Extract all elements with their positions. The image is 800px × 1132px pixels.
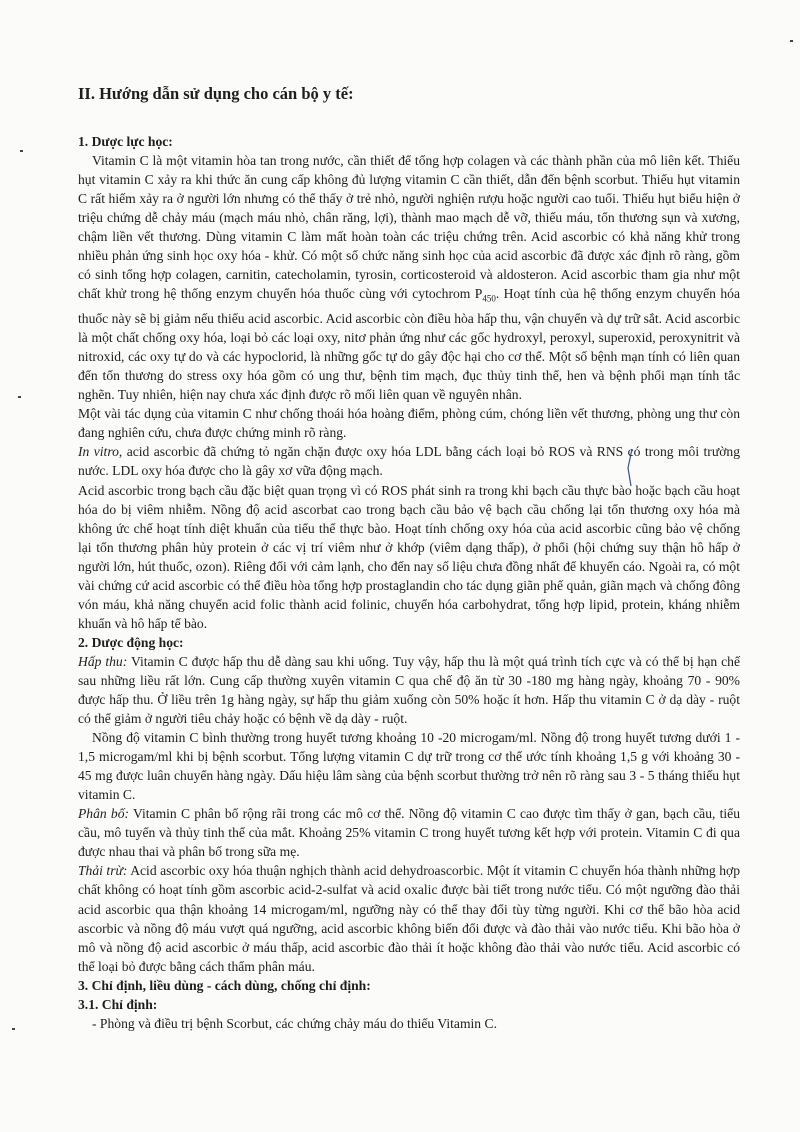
in-vitro-paragraph: In vitro, acid ascorbic đã chứng tỏ ngăn chặn được oxy hóa LDL bằng cách loại bỏ ROS và RNS có trong môi trường nước. LDL oxy hóa được cho là gây xơ vữa động mạch. [78,444,740,479]
margin-mark [18,396,21,398]
distribution-paragraph: Phân bố: Vitamin C phân bố rộng rãi trong các mô cơ thể. Nồng độ vitamin C cao được tìm thấy ở gan, bạch cầu, tiểu cầu, mô tuyến và thủy tinh thể của mắt. Khoảng 25% vitamin C trong huyết tương kết hợp với protein. Vitamin C đi qua được nhau thai và phân bố trong sữa mẹ. [78,806,740,860]
effects-paragraph: Một vài tác dụng của vitamin C như chống thoái hóa hoàng điểm, phòng cúm, chóng liền vết thương, phòng ung thư còn đang nghiên cứu, chưa được chứng minh rõ ràng. [78,406,740,441]
distribution-label: Phân bố: [78,806,130,822]
pharmacokinetics-title: 2. Dược động học: [78,634,184,650]
in-vitro-label: In vitro [78,444,119,460]
absorption-paragraph: Hấp thu: Vitamin C được hấp thu dễ dàng sau khi uống. Tuy vậy, hấp thu là một quá trình tích cực và có thể bị hạn chế sau những liều rất lớn. Cung cấp thường xuyên vitamin C qua chế độ ăn từ 30 -180 mg hàng ngày, khoảng 70 - 90% được hấp thu. Ở liều trên 1g hàng ngày, sự hấp thu giảm xuống còn 50% hoặc ít hơn. Hấp thu vitamin C ở dạ dày - ruột có thể giảm ở người tiêu chảy hoặc có bệnh về dạ dày - ruột. [78,653,740,727]
pharmacodynamics-title: 1. Dược lực học: [78,134,173,149]
indications-subtitle: 3.1. Chỉ định: [78,996,158,1012]
pharmacodynamics-paragraph: Vitamin C là một vitamin hòa tan trong nước, cần thiết để tổng hợp colagen và các thành phần của mô liên kết. Thiếu hụt vitamin C xảy ra khi thức ăn cung cấp không đủ lượng vitamin C cần thiết, dẫn đến bệnh scorbut. Thiếu hụt vitamin C rất hiếm xảy ra ở người lớn nhưng có thể thấy ở trẻ nhỏ, người nghiện rượu hoặc người cao tuổi. Thiếu hụt biểu hiện ở triệu chứng dễ chảy máu (mạch máu nhỏ, chân răng, lợi), thành mao mạch dễ vỡ, thiếu máu, tổn thương sụn và xương, chậm liền vết thương. Dùng vitamin C làm mất hoàn toàn các triệu chứng trên. Acid ascorbic có khả năng khử trong nhiều phản ứng sinh học oxy hóa - khử. Có một số chức năng sinh học của acid ascorbic đã được xác định rõ ràng, gồm có sinh tổng hợp colagen, carnitin, catecholamin, tyrosin, corticosteroid và aldosteron. Acid ascorbic tham gia như một chất khử trong hệ thống enzym chuyển hóa thuốc cùng với cytochrom $P_{450}$. Hoạt tính của hệ thống enzym chuyển hóa thuốc này sẽ bị giảm nếu thiếu acid ascorbic. Acid ascorbic còn điều hòa hấp thu, vận chuyển và dự trữ sắt. Acid ascorbic là một chất chống oxy hóa, loại bỏ các loại oxy, nitơ phản ứng như các gốc hydroxyl, peroxyl, superoxid, peroxynitrit và nitroxid, các oxy tự do và các hypoclorid, là những gốc tự do gây độc hại cho cơ thể. Một số bệnh mạn tính có liên quan đến tổn thương do stress oxy hóa gồm có ung thư, bệnh tim mạch, đục thủy tinh thể, hen và bệnh phổi mạn tính tắc nghẽn. Tuy nhiên, hiện nay chưa xác định được rõ mối liên quan về nguyên nhân. [78,153,740,403]
absorption-label: Hấp thu: [78,653,128,669]
concentration-paragraph: Nồng độ vitamin C bình thường trong huyết tương khoảng 10 -20 microgam/ml. Nồng độ trong huyết tương dưới 1 - 1,5 microgam/ml khi bị bệnh scorbut. Tổng lượng vitamin C dự trữ trong cơ thể ước tính khoảng 1,5 g với khoảng 30 - 45 mg được luân chuyển hàng ngày. Dấu hiệu lâm sàng của bệnh scorbut thường trở nên rõ ràng sau 3 - 5 tháng thiếu hụt vitamin C. [78,730,740,803]
elimination-label: Thải trừ: [78,863,128,879]
document-body [78,84,740,1033]
indication-item: - Phòng và điều trị bệnh Scorbut, các chứng chảy máu do thiếu Vitamin C. [92,1015,497,1031]
margin-mark [20,150,23,152]
section-heading: II. Hướng dẫn sử dụng cho cán bộ y tế: [78,84,354,103]
subscript: 450 [482,294,496,305]
indications-title: 3. Chỉ định, liều dùng - cách dùng, chống chỉ định: [78,977,371,993]
leukocyte-paragraph: Acid ascorbic trong bạch cầu đặc biệt quan trọng vì có ROS phát sinh ra trong khi bạch cầu thực bào hoặc bạch cầu hoạt hóa do bị viêm nhiễm. Nồng độ acid ascorbat cao trong bạch cầu bảo vệ bạch cầu chống lại tổn thương oxy hóa mà không ức chế hoạt tính diệt khuẩn của tiểu thể thực bào. Hoạt tính chống oxy hóa của acid ascorbic cũng bảo vệ chống lại tổn thương phân hủy protein ở các vị trí viêm như ở khớp (viêm dạng thấp), ở phổi (hội chứng suy thận hô hấp ở người lớn, hút thuốc, ozon). Riêng đối với cảm lạnh, cho đến nay số liệu chưa đồng nhất để khuyến cáo. Ngoài ra, có một vài chứng cứ acid ascorbic có thể điều hòa tổng hợp prostaglandin cho tác dụng giãn phế quản, giãn mạch và chống đông vón máu, khả năng chuyển acid folic thành acid folinic, chuyển hóa carbohydrat, tổng hợp lipid, protein, kháng nhiễm khuẩn và hô hấp tế bào. [78,482,740,631]
margin-mark [12,1028,15,1030]
elimination-paragraph: Thải trừ: Acid ascorbic oxy hóa thuận nghịch thành acid dehydroascorbic. Một ít vitamin C chuyển hóa thành những hợp chất không có hoạt tính gồm ascorbic acid-2-sulfat và acid oxalic được bài tiết trong nước tiểu. Có một ngưỡng đào thải acid ascorbic qua thận khoảng 14 microgam/ml, ngưỡng này có thể thay đổi tùy từng người. Khi cơ thể bão hòa acid ascorbic và nồng độ máu vượt quá ngưỡng, acid ascorbic không biến đổi được và đào thải vào nước tiểu. Khi bão hòa ở mô và nồng độ acid ascorbic ở máu thấp, acid ascorbic đào thải ít hoặc không đào thải vào nước tiểu. Acid ascorbic có thể loại bỏ được bằng cách thẩm phân máu. [78,863,740,974]
margin-mark [790,40,793,42]
